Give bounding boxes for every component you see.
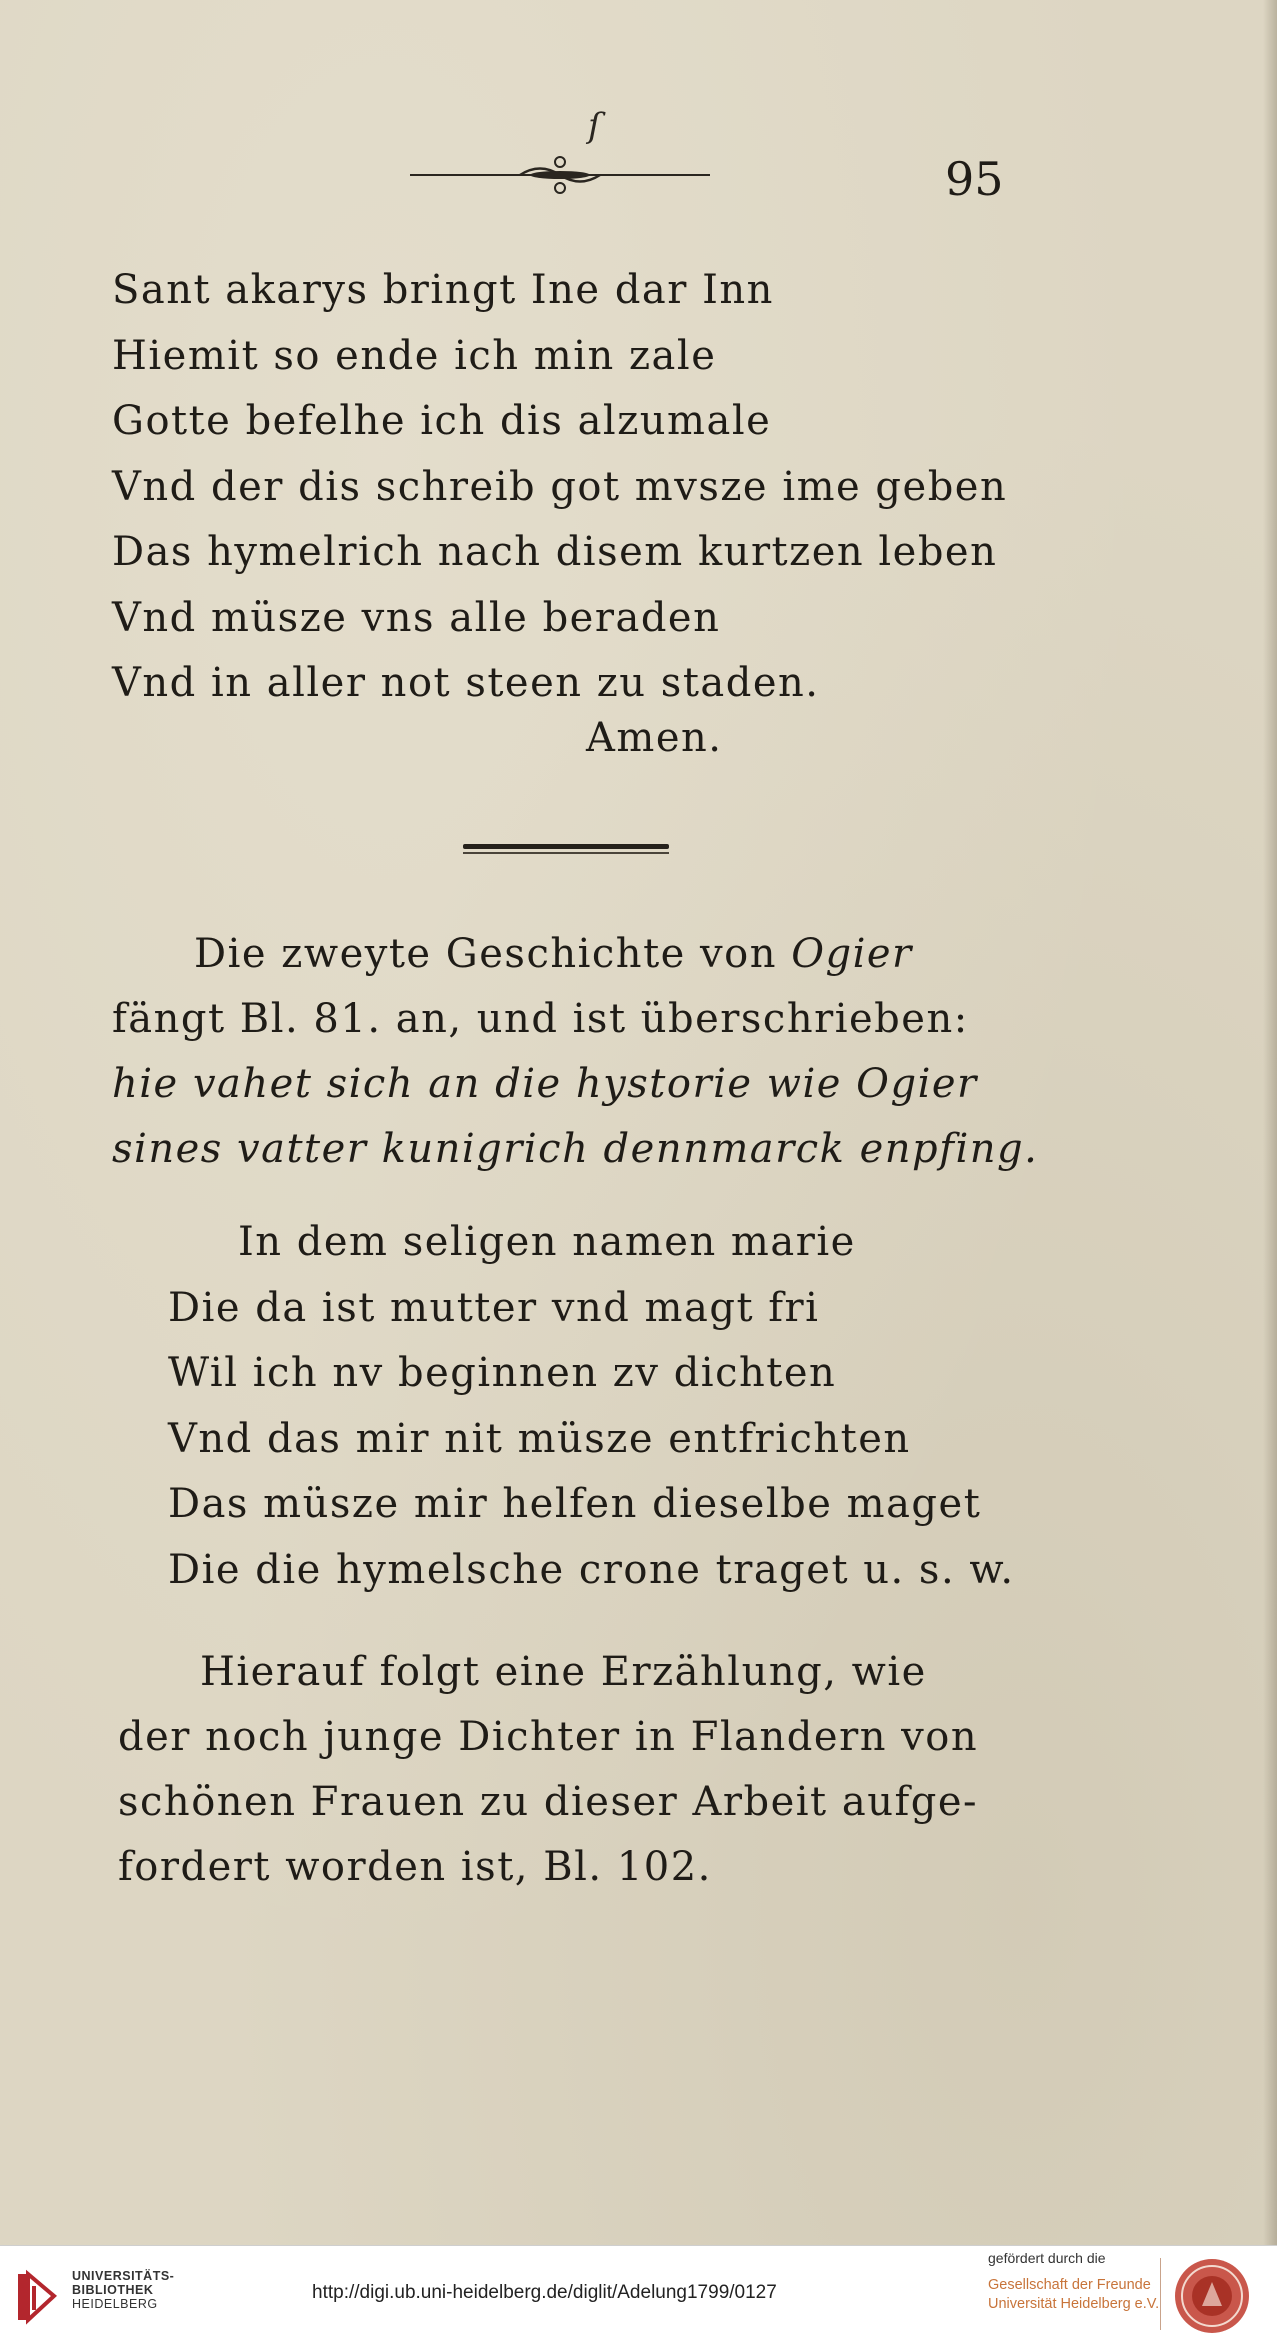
verse-line: In dem seligen namen marie	[238, 1219, 856, 1265]
verse-top	[112, 258, 1007, 717]
paragraph-line: Hierauf folgt eine Erzählung, wie	[200, 1649, 927, 1695]
society-line: Universität Heidelberg e.V.	[988, 2296, 1160, 2312]
paragraph-line-italic: hie vahet sich an die hystorie wie Ogier	[112, 1061, 978, 1107]
paragraph-line: fordert worden ist, Bl. 102.	[118, 1844, 712, 1890]
paragraph-line-italic: sines vatter kunigrich dennmarck enpfing.	[112, 1126, 1039, 1172]
ink-mark: ſ	[588, 106, 601, 146]
library-line: HEIDELBERG	[72, 2297, 158, 2311]
society-line: Gesellschaft der Freunde	[988, 2277, 1151, 2293]
paragraph-line: der noch junge Dichter in Flandern von	[118, 1714, 979, 1760]
verse-middle	[168, 1210, 1015, 1603]
verse-line: Das müsze mir helfen dieselbe maget	[168, 1481, 982, 1527]
verse-line: Gotte befelhe ich dis alzumale	[112, 398, 772, 444]
verse-line: Wil ich nv beginnen zv dichten	[168, 1350, 837, 1396]
paragraph-line: schönen Frauen zu dieser Arbeit aufge-	[118, 1779, 979, 1825]
verse-line: Vnd das mir nit müsze entfrichten	[168, 1415, 911, 1462]
footer-divider	[1160, 2258, 1161, 2330]
funded-by-label: gefördert durch die	[988, 2250, 1106, 2266]
amen: Amen.	[586, 715, 723, 761]
page-edge-shadow	[1263, 0, 1277, 2245]
permalink-url[interactable]: http://digi.ub.uni-heidelberg.de/diglit/Adelung1799/0127	[312, 2282, 777, 2303]
university-seal-icon[interactable]	[1172, 2256, 1252, 2336]
paragraph-line	[112, 922, 1012, 987]
verse-line: Vnd der dis schreib got mvsze ime geben	[112, 463, 1008, 510]
verse-line: Vnd in aller not steen zu staden.	[112, 660, 820, 706]
section-rule	[463, 844, 669, 849]
society-name[interactable]	[988, 2276, 1159, 2314]
text-run: Die zweyte Geschichte von	[194, 931, 792, 977]
ornament-icon	[410, 150, 710, 200]
library-logo-icon[interactable]	[14, 2266, 64, 2326]
section-rule-thin	[463, 852, 669, 854]
verse-line: Vnd müsze vns alle beraden	[112, 594, 721, 641]
verse-line: Die da ist mutter vnd magt fri	[168, 1284, 820, 1331]
paragraph-narrative	[118, 1640, 1018, 1900]
verse-line: Sant akarys bringt Ine dar Inn	[112, 267, 774, 313]
library-line: UNIVERSITÄTS-	[72, 2269, 175, 2283]
library-line: BIBLIOTHEK	[72, 2283, 154, 2297]
text-run-italic: Ogier	[791, 931, 913, 977]
verse-line: Das hymelrich nach disem kurtzen leben	[112, 529, 998, 575]
paragraph-ogier	[112, 922, 1039, 1182]
page-number: 95	[945, 152, 1004, 206]
library-name[interactable]	[72, 2269, 174, 2311]
footer-bar	[0, 2245, 1277, 2341]
verse-line: Die die hymelsche crone traget u. s. w.	[168, 1546, 1015, 1593]
paragraph-line: fängt Bl. 81. an, und ist überschrieben:	[112, 996, 969, 1042]
verse-line: Hiemit so ende ich min zale	[112, 332, 717, 379]
